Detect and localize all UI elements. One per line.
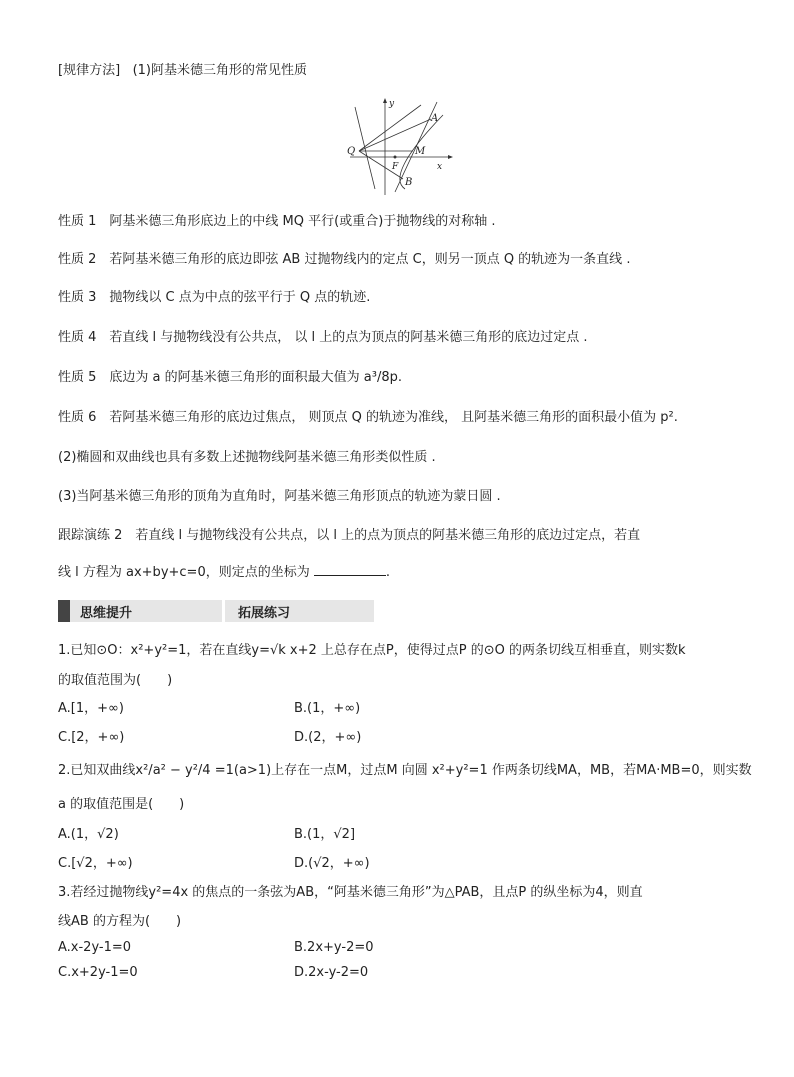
property-4: 性质 4 若直线 l 与抛物线没有公共点， 以 l 上的点为顶点的阿基米德三角形的底边过定点 . [58,330,588,345]
section-title: 思维提升 [80,606,133,621]
methods-header [58,62,307,80]
label-A: A [431,113,439,124]
q2-option-c[interactable]: C.[√2，+∞) [58,856,133,871]
section-divider [222,600,225,622]
q2-stem-line-1: 2.已知双曲线x²/a² − y²/4 =1(a>1)上存在一点M，过点M 向圆 x²+y²=1 作两条切线MA，MB，若MA·MB=0，则实数 [58,763,752,778]
q3-option-a[interactable]: A.x-2y-1=0 [58,940,132,955]
y-axis-arrow [383,98,387,103]
label-M: M [415,146,426,157]
q1-stem-line-1: 1.已知⊙O：x²+y²=1，若在直线y=√k x+2 上总存在点P，使得过点P 的⊙O 的两条切线互相垂直，则实数k [58,643,686,658]
section-subtitle: 拓展练习 [238,606,291,621]
q3-option-c[interactable]: C.x+2y-1=0 [58,965,138,980]
answer-blank[interactable] [314,563,386,576]
property-5: 性质 5 底边为 a 的阿基米德三角形的面积最大值为 a³/8p. [58,370,402,385]
q3-option-b[interactable]: B.2x+y-2=0 [294,940,374,955]
section-marker [58,600,70,622]
label-F: F [392,162,399,172]
label-B: B [405,177,413,188]
property-2: 性质 2 若阿基米德三角形的底边即弦 AB 过抛物线内的定点 C，则另一顶点 Q 的轨迹为一条直线 . [58,252,631,267]
note-ellipse-hyperbola: (2)椭圆和双曲线也具有多数上述抛物线阿基米德三角形类似性质 . [58,450,436,465]
q2-option-b[interactable]: B.(1，√2] [294,827,356,842]
note-monge-circle: (3)当阿基米德三角形的顶角为直角时，阿基米德三角形顶点的轨迹为蒙日圆 . [58,489,501,504]
q1-stem-line-2: 的取值范围为( ) [58,673,173,688]
q3-stem-line-1: 3.若经过抛物线y²=4x 的焦点的一条弦为AB，“阿基米德三角形”为△PAB，且点P 的纵坐标为4，则直 [58,885,643,900]
q1-option-c[interactable]: C.[2，+∞) [58,730,125,745]
exercise-line-2: 线 l 方程为 ax+by+c=0，则定点的坐标为 . [58,565,390,580]
property-6: 性质 6 若阿基米德三角形的底边过焦点， 则顶点 Q 的轨迹为准线， 且阿基米德三角形的面积最小值为 p². [58,410,678,425]
exercise-line-2-text: 线 l 方程为 ax+by+c=0，则定点的坐标为 [58,565,310,580]
q1-option-a[interactable]: A.[1，+∞) [58,701,124,716]
exercise-line-1: 跟踪演练 2 若直线 l 与抛物线没有公共点，以 l 上的点为顶点的阿基米德三角形的底边过定点，若直 [58,528,641,543]
q2-stem-line-2: a 的取值范围是( ) [58,797,185,812]
methods-tag: [规律方法] [58,63,121,78]
q3-stem-line-2: 线AB 的方程为( ) [58,914,182,929]
q2-option-a[interactable]: A.(1，√2) [58,827,119,842]
label-x: x [437,162,443,172]
q3-option-d[interactable]: D.2x-y-2=0 [294,965,369,980]
x-axis-arrow [448,155,453,159]
focus-point [394,156,397,159]
property-3: 性质 3 抛物线以 C 点为中点的弦平行于 Q 点的轨迹. [58,290,371,305]
methods-title: (1)阿基米德三角形的常见性质 [132,63,307,78]
property-1: 性质 1 阿基米德三角形底边上的中线 MQ 平行(或重合)于抛物线的对称轴 . [58,214,496,229]
label-y: y [389,99,395,109]
q2-option-d[interactable]: D.(√2，+∞) [294,856,370,871]
section-header [58,600,374,622]
archimedes-triangle-diagram [345,97,455,197]
label-Q: Q [347,146,356,157]
q1-option-d[interactable]: D.(2，+∞) [294,730,362,745]
q1-option-b[interactable]: B.(1，+∞) [294,701,361,716]
